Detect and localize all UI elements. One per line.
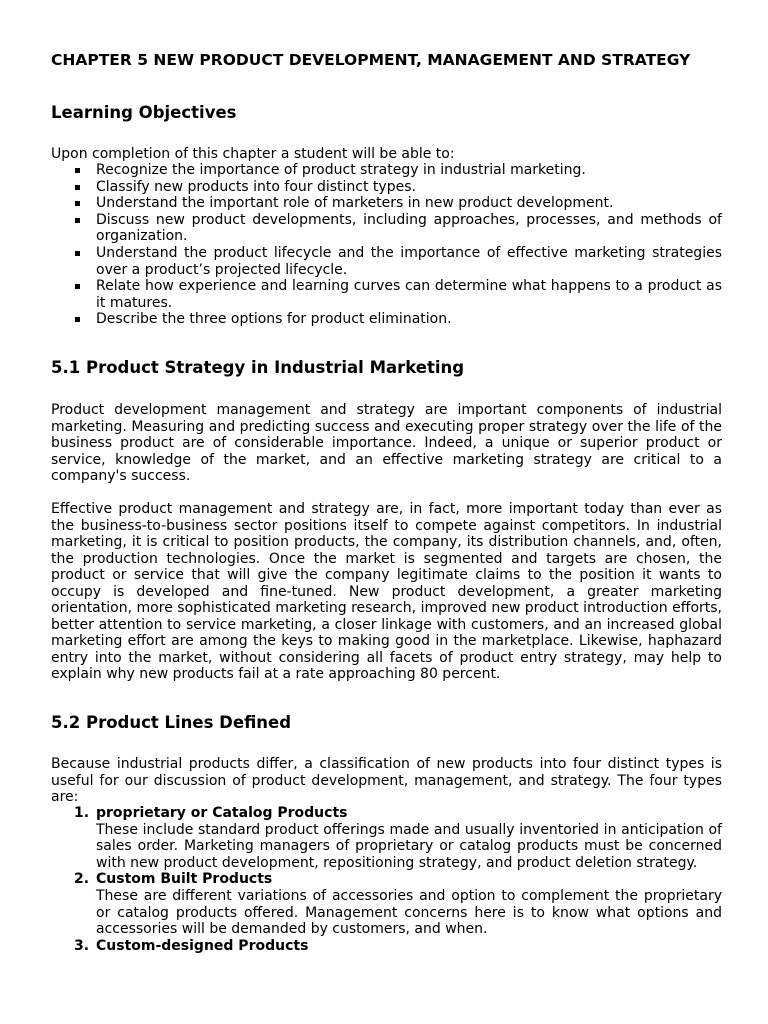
product-type-description: These include standard product offerings made and usually inventoried in anticipation of sales order. Marketing managers of proprietary or catalog products must be concerned with new product development, repositioning strategy, and product deletion strategy. [96,821,722,871]
chapter-title: CHAPTER 5 NEW PRODUCT DEVELOPMENT, MANAGEMENT AND STRATEGY [51,51,691,69]
product-type-item [51,938,722,955]
product-type-title: proprietary or Catalog Products [96,805,348,821]
product-types-list [51,805,722,954]
square-bullet-icon [75,218,80,223]
objective-item: Discuss new product developments, including approaches, processes, and methods of organization. [51,212,722,245]
square-bullet-icon [75,201,80,206]
square-bullet-icon [75,185,80,190]
list-number: 2. [74,871,90,888]
section-5-1-heading: 5.1 Product Strategy in Industrial Marketing [51,358,465,377]
objectives-intro: Upon completion of this chapter a student will be able to: [51,146,455,162]
section-5-1-paragraph-1: Product development management and strategy are important components of industrial marketing. Measuring and predicting success and executing proper strategy over the life of the business product are of considerable importance. Indeed, a unique or superior product or service, knowledge of the market, and an effective marketing strategy are critical to a company's success. [51,402,722,484]
product-type-description: These are different variations of accessories and option to complement the proprietary or catalog products offered. Management concerns here is to know what options and accessories will be demanded by customers, and when. [96,887,722,938]
objective-item: Understand the important role of marketers in new product development. [51,195,722,212]
objective-item: Describe the three options for product elimination. [51,311,722,328]
objective-item: Relate how experience and learning curves can determine what happens to a product as it matures. [51,278,722,311]
square-bullet-icon [75,168,80,173]
objective-item: Recognize the importance of product strategy in industrial marketing. [51,162,722,179]
product-type-title: Custom Built Products [96,871,273,888]
objective-item: Classify new products into four distinct types. [51,179,722,196]
square-bullet-icon [75,284,80,289]
product-type-title: Custom-designed Products [96,937,309,954]
learning-objectives-heading: Learning Objectives [51,103,237,122]
square-bullet-icon [75,251,80,256]
product-type-item [51,871,722,937]
objectives-list [51,162,722,328]
list-number: 3. [74,937,90,954]
section-5-2-paragraph: Because industrial products differ, a classification of new products into four distinct types is useful for our discussion of product development, management, and strategy. The four types are: [51,756,722,805]
section-5-2-heading: 5.2 Product Lines Defined [51,713,292,732]
square-bullet-icon [75,317,80,322]
objective-item: Understand the product lifecycle and the importance of effective marketing strategies over a product’s projected lifecycle. [51,245,722,278]
list-number: 1. [74,805,90,821]
section-5-1-paragraph-2: Effective product management and strategy are, in fact, more important today than ever as the business-to-business sector positions itself to compete against competitors. In industrial marketing, it is critical to position products, the company, its distribution channels, and, often, the production technologies. Once the market is segmented and targets are chosen, the product or service that will give the company legitimate claims to the position it wants to occupy is developed and fine-tuned. New product development, a greater marketing orientation, more sophisticated marketing research, improved new product introduction efforts, better attention to service marketing, a closer linkage with customers, and an increased global marketing effort are among the keys to making good in the marketplace. Likewise, haphazard entry into the market, without considering all facets of product entry strategy, may help to explain why new products fail at a rate approaching 80 percent. [51,501,722,682]
product-type-item [51,805,722,871]
